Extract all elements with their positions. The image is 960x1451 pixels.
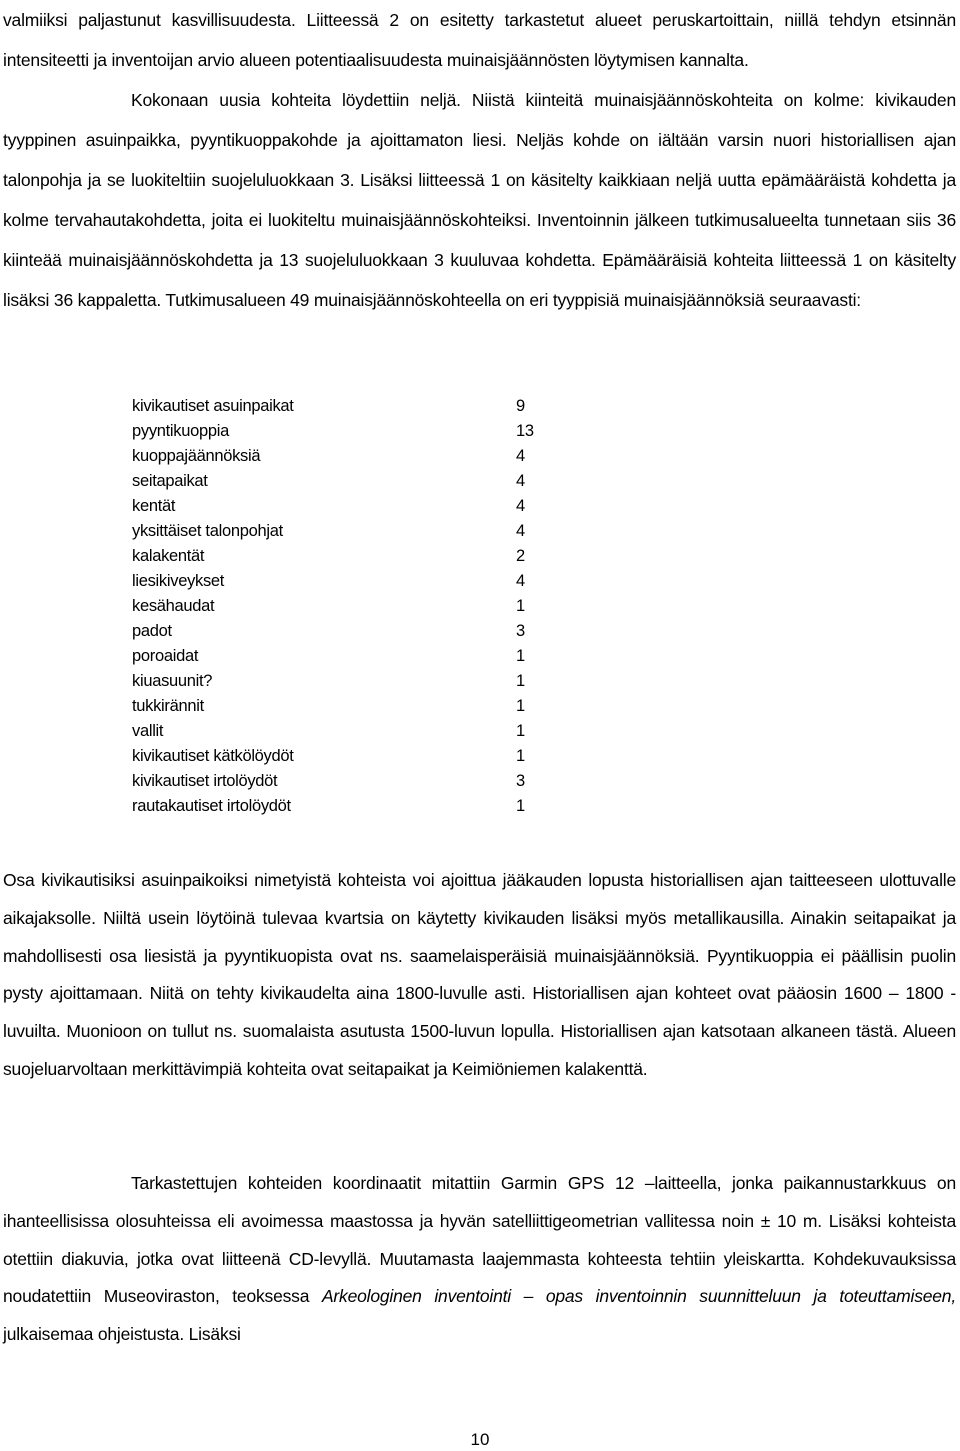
site-type-name: kivikautiset asuinpaikat [132, 397, 294, 415]
paragraph-survey-results [3, 0, 956, 320]
site-type-name: kentät [132, 497, 176, 515]
list-item [132, 719, 556, 744]
paragraph-body-text: Kokonaan uusia kohteita löydettiin neljä. Niistä kiinteitä muinaisjäännöskohteita on kolme: kivikauden tyyppinen asuinpaikka, pyyntikuoppakohde ja ajoittamaton liesi. Neljäs kohde on iältään varsin nuori historiallisen ajan talonpohja ja se luokiteltiin suojeluluokkaan 3. Lisäksi liitteessä 1 on käsitelty kaikkiaan neljä uutta epämääräistä kohdetta ja kolme tervahautakohdetta, joita ei luokiteltu muinaisjäännöskohteiksi. Inventoinnin jälkeen tutkimusalueelta tunnetaan siis 36 kiinteää muinaisjäännöskohdetta ja 13 suojeluluokkaan 3 kuuluvaa kohdetta. Epämääräisiä kohteita liitteessä 1 on käsitelty lisäksi 36 kappaletta. Tutkimusalueen 49 muinaisjäännöskohteella on eri tyyppisiä muinaisjäännöksiä seuraavasti: [3, 90, 956, 310]
site-type-name: pyyntikuoppia [132, 422, 230, 440]
paragraph-lead-text: valmiiksi paljastunut kasvillisuudesta. Liitteessä 2 on esitetty tarkastetut alueet peruskartoittain, niillä tehdyn etsinnän intensiteetti ja inventoijan arvio alueen potentiaalisuudesta muinaisjäännösten löytymisen kannalta. [3, 10, 956, 70]
list-item [132, 419, 556, 444]
site-type-count: 4 [516, 472, 525, 490]
site-type-name: kesähaudat [132, 597, 215, 615]
list-item [132, 619, 556, 644]
list-item [132, 669, 556, 694]
list-item [132, 644, 556, 669]
site-type-count: 1 [516, 797, 525, 815]
site-type-name: seitapaikat [132, 472, 208, 490]
paragraph-dating: Osa kivikautisiksi asuinpaikoiksi nimetyistä kohteista voi ajoittua jääkauden lopusta historiallisen ajan taitteeseen ulottuvalle aikajaksolle. Niiltä usein löytöinä tulevaa kvartsia on käytetty kivikauden lisäksi myös metallikausilla. Ainakin seitapaikat ja mahdollisesti osa liesistä ja pyyntikuopista ovat ns. saamelaisperäisiä muinaisjäännöksiä. Pyyntikuoppia ei päällisin puolin pysty ajoittamaan. Niitä on tehty kivikaudelta aina 1800-luvulle asti. Historiallisen ajan kohteet ovat pääosin 1600 – 1800 -luvuilta. Muonioon on tullut ns. suomalaista asutusta 1500-luvun lopulla. Historiallisen ajan katsotaan alkaneen tästä. Alueen suojeluarvoltaan merkittävimpiä kohteita ovat seitapaikat ja Keimiöniemen kalakenttä. [3, 870, 956, 1079]
list-item [132, 694, 556, 719]
page-number: 10 [470, 1430, 490, 1449]
site-type-name: vallit [132, 722, 164, 740]
list-item [132, 519, 556, 544]
methods-text-before: Tarkastettujen kohteiden koordinaatit mitattiin Garmin GPS 12 –laitteella, jonka paikannustarkkuus on ihanteellisissa olosuhteissa eli avoimessa maastossa ja hyvän satelliittigeometrian vallitessa noin ± 10 m. Lisäksi kohteista otettiin diakuvia, jotka ovat liitteenä CD-levyllä. Muutamasta laajemmasta kohteesta tehtiin yleiskartta. Kohdekuvauksissa noudatettiin Museoviraston, teoksessa [3, 1173, 956, 1307]
list-item [132, 769, 556, 794]
site-type-count: 4 [516, 447, 525, 465]
site-type-count: 1 [516, 697, 525, 715]
paragraph-methods [3, 1165, 956, 1354]
site-type-count: 4 [516, 497, 525, 515]
site-type-name: padot [132, 622, 172, 640]
site-type-count: 9 [516, 397, 525, 415]
site-type-count: 4 [516, 572, 525, 590]
site-type-name: yksittäiset talonpohjat [132, 522, 283, 540]
list-item [132, 394, 556, 419]
site-type-name: kivikautiset irtolöydöt [132, 772, 278, 790]
site-type-count: 1 [516, 647, 525, 665]
site-type-name: kuoppajäännöksiä [132, 447, 261, 465]
list-item [132, 494, 556, 519]
publication-title: Arkeologinen inventointi – opas inventoinnin suunnitteluun ja toteuttamiseen, [321, 1286, 957, 1307]
methods-text-after: julkaisemaa ohjeistusta. Lisäksi [3, 1324, 241, 1345]
site-type-name: tukkirännit [132, 697, 204, 715]
site-type-count: 1 [516, 722, 525, 740]
site-type-count: 1 [516, 672, 525, 690]
site-type-name: liesikiveykset [132, 572, 225, 590]
site-type-count: 4 [516, 522, 525, 540]
site-type-list [132, 394, 556, 819]
list-item [132, 444, 556, 469]
list-item [132, 794, 556, 819]
list-item [132, 744, 556, 769]
list-item [132, 594, 556, 619]
site-type-count: 1 [516, 747, 525, 765]
site-type-name: poroaidat [132, 647, 199, 665]
site-type-count: 3 [516, 772, 525, 790]
site-type-name: kivikautiset kätkölöydöt [132, 747, 294, 765]
list-item [132, 544, 556, 569]
site-type-name: rautakautiset irtolöydöt [132, 797, 291, 815]
site-type-count: 1 [516, 597, 525, 615]
site-type-name: kalakentät [132, 547, 205, 565]
site-type-count: 13 [516, 422, 534, 440]
site-type-name: kiuasuunit? [132, 672, 213, 690]
list-item [132, 469, 556, 494]
site-type-count: 2 [516, 547, 525, 565]
list-item [132, 569, 556, 594]
site-type-count: 3 [516, 622, 525, 640]
